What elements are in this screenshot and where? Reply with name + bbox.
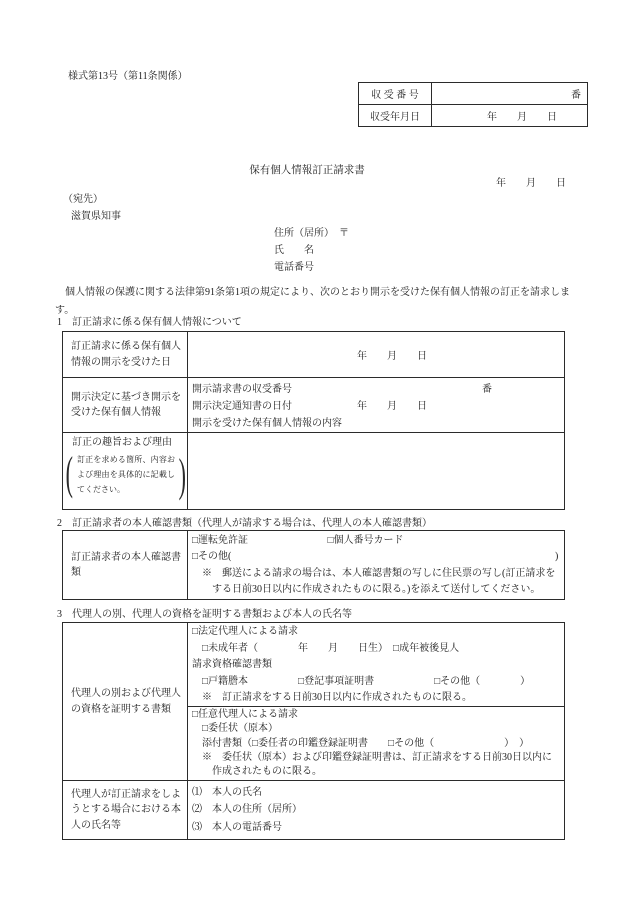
decision-notice-date-value: 年 月 日 [357, 401, 427, 412]
applicant-phone-field: 電話番号 [274, 262, 314, 273]
request-receipt-number-line [192, 381, 564, 398]
legal-agent-block [188, 623, 564, 707]
section1-table [62, 331, 565, 510]
disclosure-decision-row [63, 378, 564, 433]
decision-notice-date-text: 開示決定通知書の日付 [192, 401, 292, 412]
disclosed-info-content-line [192, 415, 564, 432]
voluntary-agent-note-2: 作成されたものに限る。 [192, 766, 322, 778]
agent-qualification-label: 代理人の別および代理人の資格を証明する書類 [71, 688, 181, 715]
qualification-docs-label: 請求資格確認書類 [192, 659, 272, 670]
principal-info-label-cell [63, 781, 188, 839]
large-paren-open: ( [65, 447, 73, 500]
correction-reason-note [65, 447, 187, 501]
disclosure-decision-value-cell [188, 378, 564, 432]
receipt-date-value: 年 月 日 [487, 112, 557, 123]
identity-documents-options-cell [188, 531, 564, 599]
disclosure-date-value: 年 月 日 [357, 351, 427, 362]
disclosure-date-label-cell [63, 332, 188, 377]
correction-reason-label: 訂正の趣旨および理由 [72, 437, 172, 448]
mailing-note-line-2: する日前30日以内に作成されたものに限る。)を添えて送付してください。 [192, 583, 541, 595]
checkbox-attached-documents[interactable]: 添付書類（□委任者の印鑑登録証明書 □その他（ ） ） [192, 737, 530, 749]
checkbox-minor-or-ward[interactable]: □未成年者（ 年 月 日生） □成年被後見人 [192, 642, 460, 654]
decision-notice-date-line [192, 398, 564, 415]
intro-line-1: 個人情報の保護に関する法律第91条第1項の規定により、次のとおり開示を受けた保有個人情報の訂正を請求しま [55, 287, 570, 298]
identity-option-line [192, 533, 564, 549]
voluntary-agent-note-1: ※ 委任状（原本）および印鑑登録証明書は、訂正請求をする日前30日以内に [192, 751, 552, 763]
section3-table [62, 622, 565, 840]
page-title: 保有個人情報訂正請求書 [249, 165, 365, 176]
checkbox-family-register-docs[interactable]: □戸籍謄本 □登記事項証明書 □その他（ ） [192, 675, 531, 687]
addressee-label: （宛先） [63, 194, 103, 205]
receipt-number-label: 収 受 番 号 [359, 83, 432, 104]
principal-info-label: 代理人が訂正請求をしようとする場合における本人の氏名等 [71, 788, 181, 831]
identity-documents-row [63, 531, 564, 599]
disclosure-decision-label: 開示決定に基づき開示を受けた保有個人情報 [71, 391, 181, 418]
other-close-paren: ) [555, 551, 559, 563]
request-receipt-number-text: 開示請求書の収受番号 [192, 384, 292, 395]
applicant-address-field: 住所（居所） 〒 [274, 228, 349, 239]
correction-reason-note-text: 訂正を求める箇所、内容および理由を具体的に記載してください。 [77, 455, 175, 495]
agent-qualification-row [63, 623, 564, 781]
agent-qualification-options [188, 623, 564, 780]
applicant-name-field: 氏 名 [274, 245, 314, 256]
principal-phone-item: ⑶ 本人の電話番号 [192, 821, 282, 833]
principal-info-row [63, 781, 564, 839]
form-number: 様式第13号（第11条関係） [68, 71, 188, 82]
receipt-number-row [359, 83, 587, 105]
identity-other-line [192, 549, 564, 565]
principal-name-item: ⑴ 本人の氏名 [192, 787, 262, 799]
section2-heading: 2 訂正請求者の本人確認書類（代理人が請求する場合は、代理人の本人確認書類） [57, 518, 432, 529]
disclosure-date-row [63, 332, 564, 378]
receipt-number-value: 番 [571, 90, 581, 101]
addressee-name: 滋賀県知事 [71, 211, 121, 222]
checkbox-power-of-attorney[interactable]: □委任状（原本） [192, 723, 279, 735]
agent-qualification-label-cell [63, 623, 188, 780]
section3-heading: 3 代理人の別、代理人の資格を証明する書類および本人の氏名等 [57, 609, 352, 620]
correction-reason-label-cell [63, 433, 188, 509]
checkbox-voluntary-agent-request[interactable]: □任意代理人による請求 [192, 709, 299, 720]
correction-reason-input-area[interactable] [188, 433, 564, 509]
correction-reason-row [63, 433, 564, 509]
disclosure-date-value-cell [188, 332, 564, 377]
legal-agent-note: ※ 訂正請求をする日前30日以内に作成されたものに限る。 [192, 692, 472, 703]
identity-documents-label-cell [63, 531, 188, 599]
checkbox-drivers-license[interactable]: □運転免許証 [192, 535, 249, 546]
disclosed-info-content-text: 開示を受けた保有個人情報の内容 [192, 418, 342, 429]
section2-table [62, 530, 565, 600]
receipt-stamp-table [358, 82, 588, 127]
checkbox-legal-agent-request[interactable]: □法定代理人による請求 [192, 626, 299, 637]
mailing-note-line-1: ※ 郵送による請求の場合は、本人確認書類の写しに住民票の写し(訂正請求を [192, 567, 556, 579]
principal-address-item: ⑵ 本人の住所（居所） [192, 804, 302, 816]
request-receipt-number-unit: 番 [482, 384, 492, 395]
identity-documents-label: 訂正請求者の本人確認書類 [71, 551, 181, 578]
request-date-line: 年 月 日 [496, 178, 566, 189]
disclosure-date-label: 訂正請求に係る保有個人情報の開示を受けた日 [71, 341, 181, 368]
voluntary-agent-block [188, 707, 564, 780]
disclosure-decision-label-cell [63, 378, 188, 432]
principal-info-items-cell [188, 781, 564, 839]
intro-line-2: す。 [55, 304, 75, 316]
large-paren-close: ) [179, 449, 187, 501]
checkbox-other-document[interactable]: □その他( [192, 551, 232, 563]
receipt-date-label: 収受年月日 [359, 105, 432, 126]
checkbox-my-number-card[interactable]: □個人番号カード [327, 535, 404, 546]
receipt-date-row [359, 105, 587, 126]
section1-heading: 1 訂正請求に係る保有個人情報について [57, 317, 242, 328]
